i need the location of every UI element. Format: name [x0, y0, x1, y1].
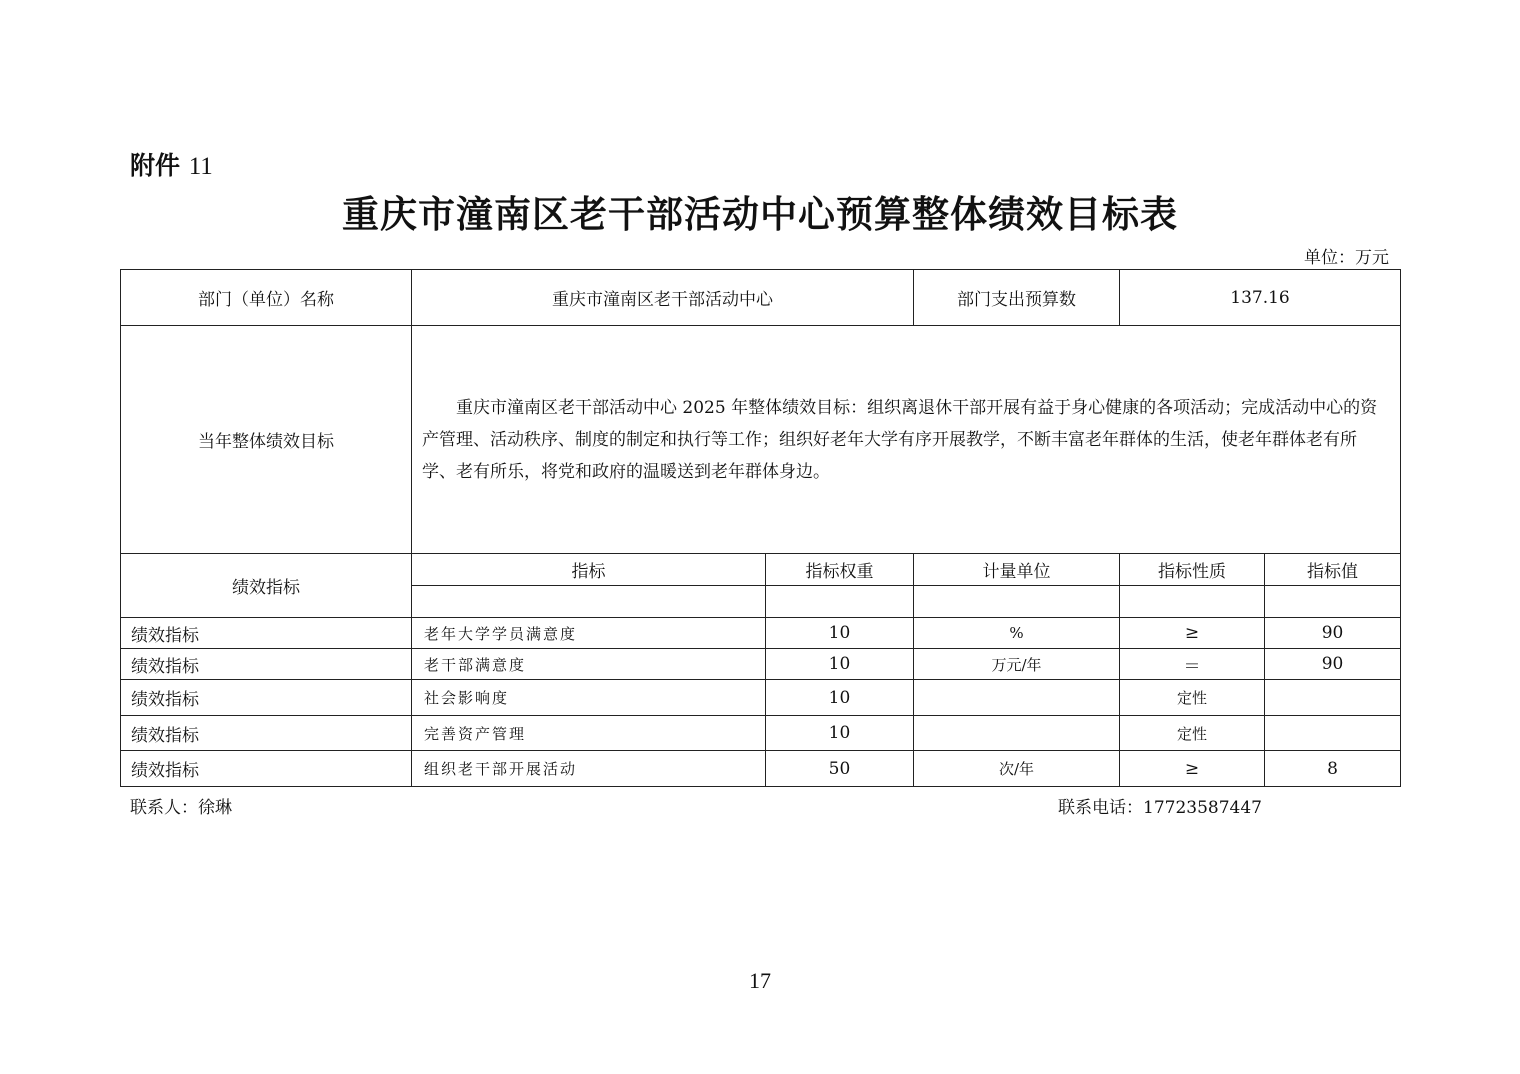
indicator-name: 社会影响度	[412, 680, 766, 716]
col-header-nature: 指标性质	[1120, 554, 1265, 586]
blank-cell	[766, 586, 914, 618]
table-row	[121, 751, 1401, 787]
row-label: 绩效指标	[121, 751, 412, 787]
indicator-value	[1265, 680, 1401, 716]
indicator-value: 8	[1265, 751, 1401, 787]
indicator-name: 完善资产管理	[412, 716, 766, 751]
attachment-number: 11	[188, 153, 213, 180]
indicator-unit	[914, 716, 1120, 751]
indicator-name: 组织老干部开展活动	[412, 751, 766, 787]
goal-text: 重庆市潼南区老干部活动中心 2025 年整体绩效目标：组织离退休干部开展有益于身心健康的各项活动；完成活动中心的资产管理、活动秩序、制度的制定和执行等工作；组织好老年大学有序开展教学，不断丰富老年群体的生活，使老年群体老有所学、老有所乐，将党和政府的温暖送到老年群体身边。	[422, 397, 1378, 482]
budget-value: 137.16	[1120, 270, 1401, 326]
summary-row	[121, 270, 1401, 326]
blank-cell	[1265, 586, 1401, 618]
table-row	[121, 649, 1401, 680]
indicator-value: 90	[1265, 618, 1401, 649]
indicator-unit: 次/年	[914, 751, 1120, 787]
indicator-header-row	[121, 554, 1401, 586]
contact-person: 联系人：徐琳	[130, 798, 232, 818]
blank-cell	[1120, 586, 1265, 618]
indicator-nature: 定性	[1120, 716, 1265, 751]
dept-name-label: 部门（单位）名称	[121, 270, 412, 326]
indicator-nature: ≥	[1120, 618, 1265, 649]
table-row	[121, 680, 1401, 716]
row-label: 绩效指标	[121, 680, 412, 716]
col-header-unit: 计量单位	[914, 554, 1120, 586]
indicator-weight: 10	[766, 618, 914, 649]
indicator-nature: ≥	[1120, 751, 1265, 787]
performance-table	[120, 269, 1401, 787]
indicator-nature: 定性	[1120, 680, 1265, 716]
col-header-indicator: 指标	[412, 554, 766, 586]
blank-cell	[412, 586, 766, 618]
row-label: 绩效指标	[121, 649, 412, 680]
goal-row	[121, 326, 1401, 554]
row-label: 绩效指标	[121, 618, 412, 649]
indicator-weight: 50	[766, 751, 914, 787]
indicator-section-label: 绩效指标	[121, 554, 412, 618]
attachment-label	[130, 146, 213, 182]
indicator-name: 老年大学学员满意度	[412, 618, 766, 649]
goal-text-cell	[412, 326, 1401, 554]
page-number: 17	[749, 968, 771, 993]
table-row	[121, 716, 1401, 751]
blank-cell	[914, 586, 1120, 618]
indicator-nature: ＝	[1120, 649, 1265, 680]
indicator-unit: %	[914, 618, 1120, 649]
indicator-name: 老干部满意度	[412, 649, 766, 680]
budget-label: 部门支出预算数	[914, 270, 1120, 326]
indicator-unit: 万元/年	[914, 649, 1120, 680]
indicator-weight: 10	[766, 716, 914, 751]
attachment-text: 附件	[130, 151, 181, 180]
col-header-value: 指标值	[1265, 554, 1401, 586]
contact-phone: 联系电话：17723587447	[1058, 798, 1262, 818]
col-header-weight: 指标权重	[766, 554, 914, 586]
page-title: 重庆市潼南区老干部活动中心预算整体绩效目标表	[342, 192, 1178, 236]
dept-name-value: 重庆市潼南区老干部活动中心	[412, 270, 914, 326]
row-label: 绩效指标	[121, 716, 412, 751]
indicator-value: 90	[1265, 649, 1401, 680]
unit-label: 单位：万元	[1304, 248, 1389, 268]
indicator-unit	[914, 680, 1120, 716]
indicator-weight: 10	[766, 649, 914, 680]
indicator-weight: 10	[766, 680, 914, 716]
indicator-value	[1265, 716, 1401, 751]
goal-label: 当年整体绩效目标	[121, 326, 412, 554]
table-row	[121, 618, 1401, 649]
